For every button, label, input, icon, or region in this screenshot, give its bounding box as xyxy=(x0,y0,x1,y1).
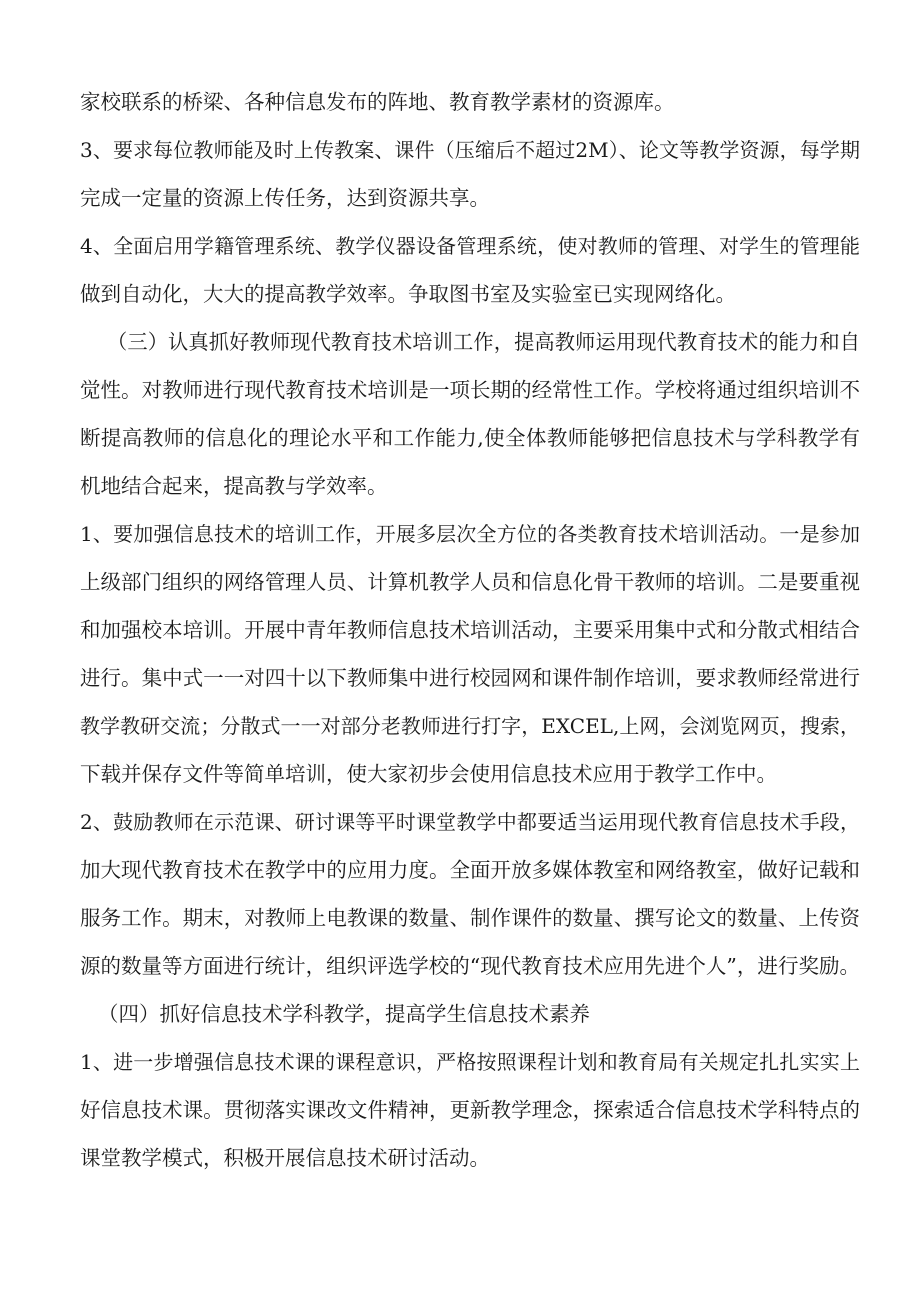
text-line: 源的数量等方面进行统计，组织评选学校的“现代教育技术应用先进个人”，进行奖励。 xyxy=(80,954,860,978)
text-line: 进行。集中式一一对四十以下教师集中进行校园网和课件制作培训，要求教师经常进行 xyxy=(80,666,860,690)
text-line: 断提高教师的信息化的理论水平和工作能力,使全体教师能够把信息技术与学科教学有 xyxy=(80,426,860,450)
text-line: 1、进一步增强信息技术课的课程意识，严格按照课程计划和教育局有关规定扎扎实实上 xyxy=(80,1050,860,1074)
text-line: 做到自动化，大大的提高教学效率。争取图书室及实验室已实现网络化。 xyxy=(80,282,736,306)
text-line: （三）认真抓好教师现代教育技术培训工作，提高教师运用现代教育技术的能力和自 xyxy=(107,330,860,354)
text-line: 家校联系的桥梁、各种信息发布的阵地、教育教学素材的资源库。 xyxy=(80,90,675,114)
text-line: 加大现代教育技术在教学中的应用力度。全面开放多媒体教室和网络教室，做好记载和 xyxy=(80,858,860,882)
text-line: 机地结合起来，提高教与学效率。 xyxy=(80,474,388,498)
text-line: 觉性。对教师进行现代教育技术培训是一项长期的经常性工作。学校将通过组织培训不 xyxy=(80,378,860,402)
text-line: 和加强校本培训。开展中青年教师信息技术培训活动，主要采用集中式和分散式相结合 xyxy=(80,618,860,642)
text-line: 1、要加强信息技术的培训工作，开展多层次全方位的各类教育技术培训活动。一是参加 xyxy=(80,522,860,546)
text-line: 完成一定量的资源上传任务，达到资源共享。 xyxy=(80,186,490,210)
text-line: 教学教研交流；分散式一一对部分老教师进行打字，EXCEL,上网，会浏览网页，搜索， xyxy=(80,714,860,738)
text-line: 2、鼓励教师在示范课、研讨课等平时课堂教学中都要适当运用现代教育信息技术手段， xyxy=(80,810,860,834)
text-line: 课堂教学模式，积极开展信息技术研讨活动。 xyxy=(80,1146,490,1170)
text-line: 上级部门组织的网络管理人员、计算机教学人员和信息化骨干教师的培训。二是要重视 xyxy=(80,570,860,594)
text-line: 下载并保存文件等简单培训，使大家初步会使用信息技术应用于教学工作中。 xyxy=(80,762,777,786)
text-line: 好信息技术课。贯彻落实课改文件精神，更新教学理念，探索适合信息技术学科特点的 xyxy=(80,1098,860,1122)
text-line: 3、要求每位教师能及时上传教案、课件（压缩后不超过2M）、论文等教学资源，每学期 xyxy=(80,138,860,162)
text-line: 服务工作。期末，对教师上电教课的数量、制作课件的数量、撰写论文的数量、上传资 xyxy=(80,906,860,930)
text-line: 4、全面启用学籍管理系统、教学仪器设备管理系统，使对教师的管理、对学生的管理能 xyxy=(80,234,860,258)
document-body xyxy=(80,78,860,1182)
text-line: （四）抓好信息技术学科教学，提高学生信息技术素养 xyxy=(98,1002,590,1026)
